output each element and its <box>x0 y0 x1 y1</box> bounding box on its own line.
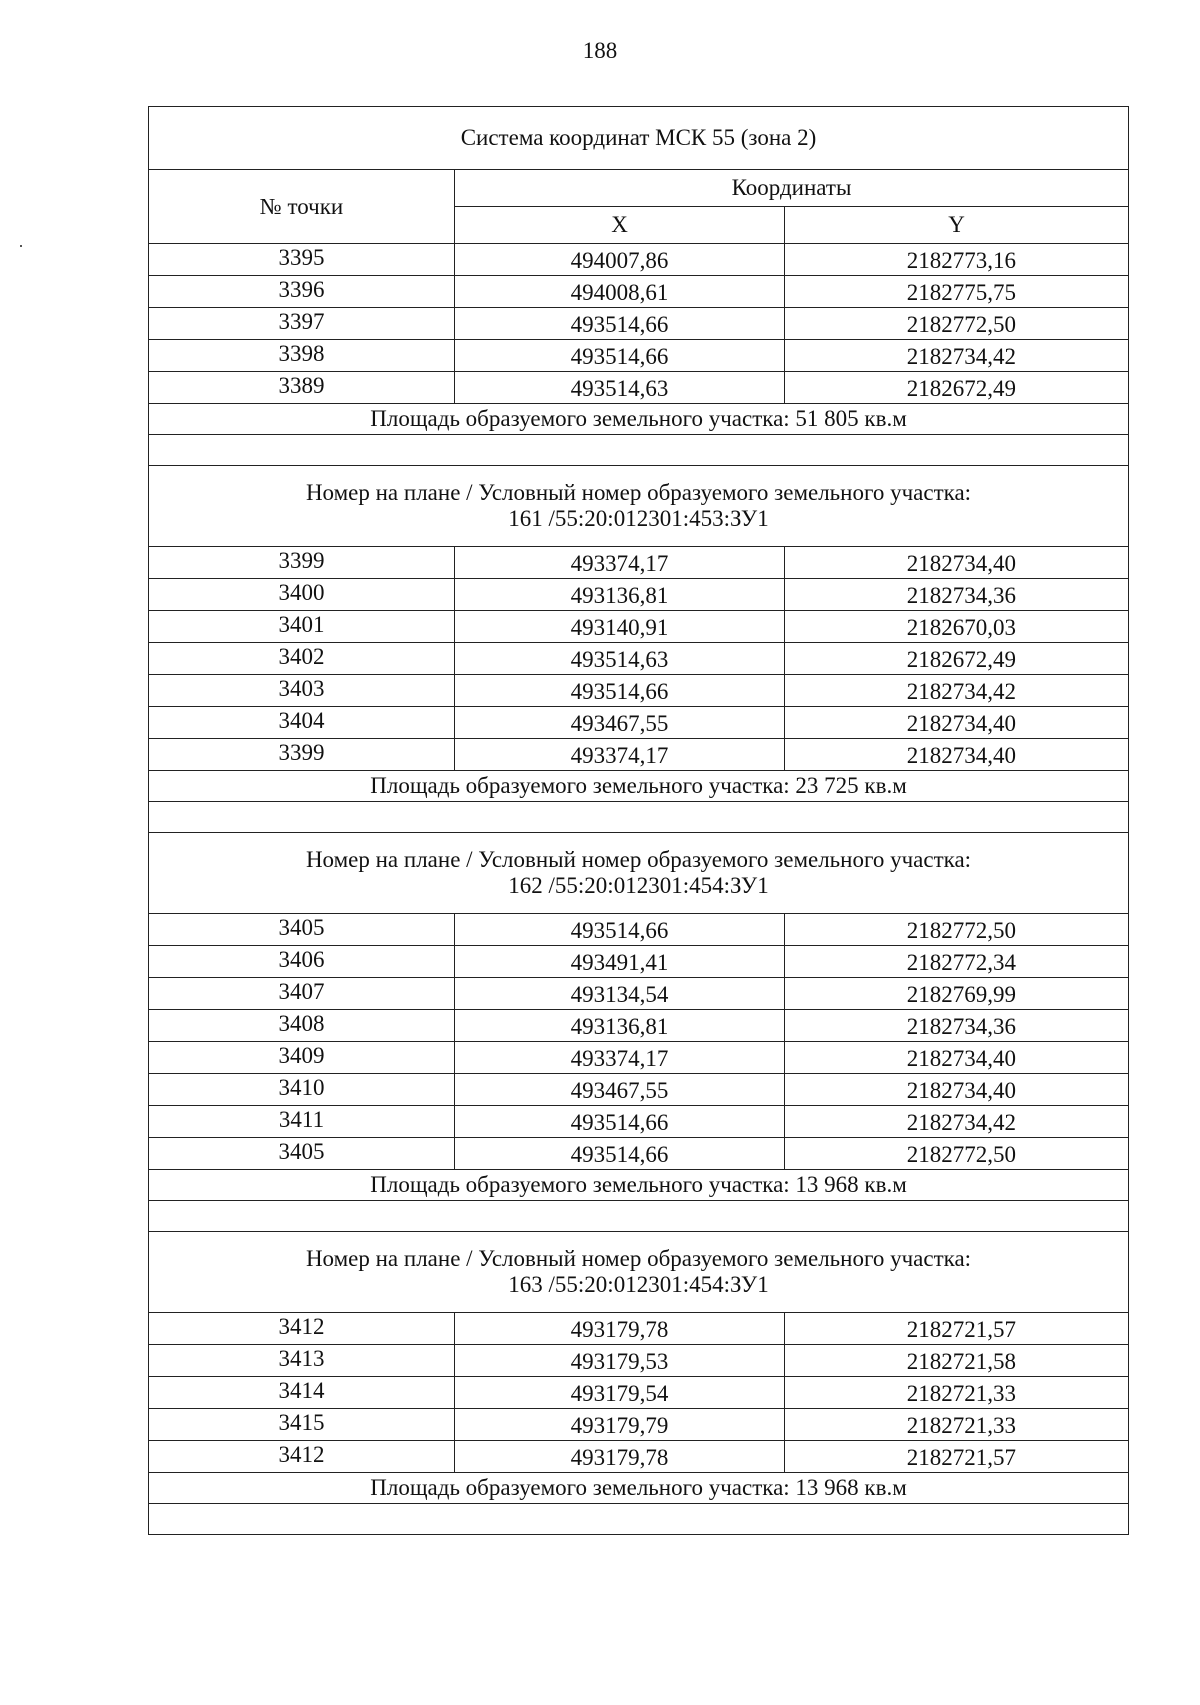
header-row-top <box>149 170 1129 207</box>
point-number-cell: 3398 <box>149 340 455 372</box>
spacer-cell <box>149 1201 1129 1232</box>
table-row <box>149 675 1129 707</box>
coordinates-table-body <box>149 107 1129 1535</box>
y-coordinate-cell: 2182734,40 <box>785 739 1129 771</box>
parcel-area: Площадь образуемого земельного участка: 13 968 кв.м <box>149 1170 1129 1201</box>
table-row <box>149 1138 1129 1170</box>
table-row <box>149 1010 1129 1042</box>
spacer-row <box>149 1201 1129 1232</box>
table-row <box>149 1074 1129 1106</box>
y-coordinate-cell: 2182773,16 <box>785 244 1129 276</box>
point-number-cell: 3408 <box>149 1010 455 1042</box>
x-coordinate-cell: 493140,91 <box>455 611 785 643</box>
y-coordinate-cell: 2182672,49 <box>785 372 1129 404</box>
point-number-cell: 3399 <box>149 547 455 579</box>
x-coordinate-cell: 493374,17 <box>455 547 785 579</box>
y-coordinate-cell: 2182772,50 <box>785 1138 1129 1170</box>
parcel-cadastral-number: 161 /55:20:012301:453:ЗУ1 <box>508 506 769 531</box>
x-coordinate-cell: 493179,54 <box>455 1377 785 1409</box>
y-coordinate-cell: 2182775,75 <box>785 276 1129 308</box>
area-row <box>149 404 1129 435</box>
x-coordinate-cell: 493514,66 <box>455 340 785 372</box>
table-row <box>149 1345 1129 1377</box>
x-coordinate-cell: 493467,55 <box>455 1074 785 1106</box>
point-number-cell: 3403 <box>149 675 455 707</box>
spacer-row <box>149 435 1129 466</box>
x-coordinate-cell: 493514,66 <box>455 1106 785 1138</box>
y-coordinate-cell: 2182670,03 <box>785 611 1129 643</box>
y-coordinate-cell: 2182721,33 <box>785 1377 1129 1409</box>
table-row <box>149 244 1129 276</box>
point-number-header: № точки <box>149 170 455 244</box>
parcel-heading-label: Номер на плане / Условный номер образуемого земельного участка: <box>305 479 972 505</box>
parcel-heading-row <box>149 1232 1129 1313</box>
parcel-heading-label: Номер на плане / Условный номер образуемого земельного участка: <box>305 1245 972 1271</box>
point-number-cell: 3389 <box>149 372 455 404</box>
y-coordinate-cell: 2182772,50 <box>785 308 1129 340</box>
parcel-area: Площадь образуемого земельного участка: 51 805 кв.м <box>149 404 1129 435</box>
x-coordinate-cell: 494007,86 <box>455 244 785 276</box>
point-number-cell: 3400 <box>149 579 455 611</box>
page-number: 188 <box>582 38 618 63</box>
point-number-cell: 3411 <box>149 1106 455 1138</box>
parcel-heading-row <box>149 833 1129 914</box>
parcel-heading-label: Номер на плане / Условный номер образуемого земельного участка: <box>305 846 972 872</box>
table-row <box>149 1409 1129 1441</box>
y-header: Y <box>785 207 1129 244</box>
parcel-heading <box>149 466 1129 547</box>
point-number-cell: 3396 <box>149 276 455 308</box>
y-coordinate-cell: 2182734,36 <box>785 579 1129 611</box>
table-row <box>149 340 1129 372</box>
x-coordinate-cell: 493179,79 <box>455 1409 785 1441</box>
y-coordinate-cell: 2182721,33 <box>785 1409 1129 1441</box>
x-coordinate-cell: 493491,41 <box>455 946 785 978</box>
point-number-cell: 3410 <box>149 1074 455 1106</box>
point-number-cell: 3402 <box>149 643 455 675</box>
coordinate-system-title: Система координат МСК 55 (зона 2) <box>149 107 1129 170</box>
point-number-cell: 3397 <box>149 308 455 340</box>
y-coordinate-cell: 2182734,42 <box>785 1106 1129 1138</box>
area-row <box>149 1170 1129 1201</box>
x-coordinate-cell: 493136,81 <box>455 579 785 611</box>
table-row <box>149 643 1129 675</box>
y-coordinate-cell: 2182721,58 <box>785 1345 1129 1377</box>
parcel-area: Площадь образуемого земельного участка: 23 725 кв.м <box>149 771 1129 802</box>
table-row <box>149 611 1129 643</box>
y-coordinate-cell: 2182721,57 <box>785 1441 1129 1473</box>
table-row <box>149 946 1129 978</box>
table-row <box>149 1313 1129 1345</box>
y-coordinate-cell: 2182734,40 <box>785 547 1129 579</box>
y-coordinate-cell: 2182734,42 <box>785 675 1129 707</box>
table-row <box>149 1441 1129 1473</box>
table-row <box>149 1042 1129 1074</box>
y-coordinate-cell: 2182734,40 <box>785 1074 1129 1106</box>
x-coordinate-cell: 493374,17 <box>455 1042 785 1074</box>
point-number-cell: 3405 <box>149 1138 455 1170</box>
table-row <box>149 1106 1129 1138</box>
y-coordinate-cell: 2182721,57 <box>785 1313 1129 1345</box>
parcel-heading <box>149 833 1129 914</box>
x-coordinate-cell: 494008,61 <box>455 276 785 308</box>
table-row <box>149 914 1129 946</box>
spacer-cell <box>149 1504 1129 1535</box>
point-number-cell: 3415 <box>149 1409 455 1441</box>
parcel-heading <box>149 1232 1129 1313</box>
y-coordinate-cell: 2182772,34 <box>785 946 1129 978</box>
table-row <box>149 547 1129 579</box>
x-coordinate-cell: 493514,63 <box>455 643 785 675</box>
x-coordinate-cell: 493514,66 <box>455 1138 785 1170</box>
table-row <box>149 1377 1129 1409</box>
point-number-cell: 3399 <box>149 739 455 771</box>
scan-speck <box>20 245 22 247</box>
x-coordinate-cell: 493374,17 <box>455 739 785 771</box>
parcel-area: Площадь образуемого земельного участка: 13 968 кв.м <box>149 1473 1129 1504</box>
x-coordinate-cell: 493514,63 <box>455 372 785 404</box>
point-number-cell: 3413 <box>149 1345 455 1377</box>
table-row <box>149 978 1129 1010</box>
spacer-row <box>149 1504 1129 1535</box>
y-coordinate-cell: 2182734,36 <box>785 1010 1129 1042</box>
spacer-cell <box>149 435 1129 466</box>
point-number-cell: 3409 <box>149 1042 455 1074</box>
point-number-cell: 3412 <box>149 1313 455 1345</box>
spacer-cell <box>149 802 1129 833</box>
y-coordinate-cell: 2182769,99 <box>785 978 1129 1010</box>
table-row <box>149 707 1129 739</box>
y-coordinate-cell: 2182734,40 <box>785 707 1129 739</box>
x-header: X <box>455 207 785 244</box>
table-row <box>149 308 1129 340</box>
point-number-cell: 3414 <box>149 1377 455 1409</box>
point-number-cell: 3395 <box>149 244 455 276</box>
y-coordinate-cell: 2182734,40 <box>785 1042 1129 1074</box>
y-coordinate-cell: 2182672,49 <box>785 643 1129 675</box>
table-row <box>149 372 1129 404</box>
point-number-cell: 3405 <box>149 914 455 946</box>
x-coordinate-cell: 493179,53 <box>455 1345 785 1377</box>
x-coordinate-cell: 493136,81 <box>455 1010 785 1042</box>
x-coordinate-cell: 493514,66 <box>455 308 785 340</box>
coordinates-table <box>148 106 1129 1535</box>
parcel-heading-row <box>149 466 1129 547</box>
x-coordinate-cell: 493514,66 <box>455 675 785 707</box>
parcel-cadastral-number: 163 /55:20:012301:454:ЗУ1 <box>508 1272 769 1297</box>
table-row <box>149 579 1129 611</box>
point-number-cell: 3401 <box>149 611 455 643</box>
x-coordinate-cell: 493179,78 <box>455 1441 785 1473</box>
parcel-cadastral-number: 162 /55:20:012301:454:ЗУ1 <box>508 873 769 898</box>
area-row <box>149 771 1129 802</box>
y-coordinate-cell: 2182734,42 <box>785 340 1129 372</box>
point-number-cell: 3407 <box>149 978 455 1010</box>
point-number-cell: 3404 <box>149 707 455 739</box>
point-number-cell: 3406 <box>149 946 455 978</box>
table-row <box>149 739 1129 771</box>
x-coordinate-cell: 493134,54 <box>455 978 785 1010</box>
point-number-cell: 3412 <box>149 1441 455 1473</box>
x-coordinate-cell: 493179,78 <box>455 1313 785 1345</box>
x-coordinate-cell: 493514,66 <box>455 914 785 946</box>
coordinate-system-row <box>149 107 1129 170</box>
table-row <box>149 276 1129 308</box>
spacer-row <box>149 802 1129 833</box>
coordinates-header: Координаты <box>455 170 1129 207</box>
x-coordinate-cell: 493467,55 <box>455 707 785 739</box>
y-coordinate-cell: 2182772,50 <box>785 914 1129 946</box>
area-row <box>149 1473 1129 1504</box>
